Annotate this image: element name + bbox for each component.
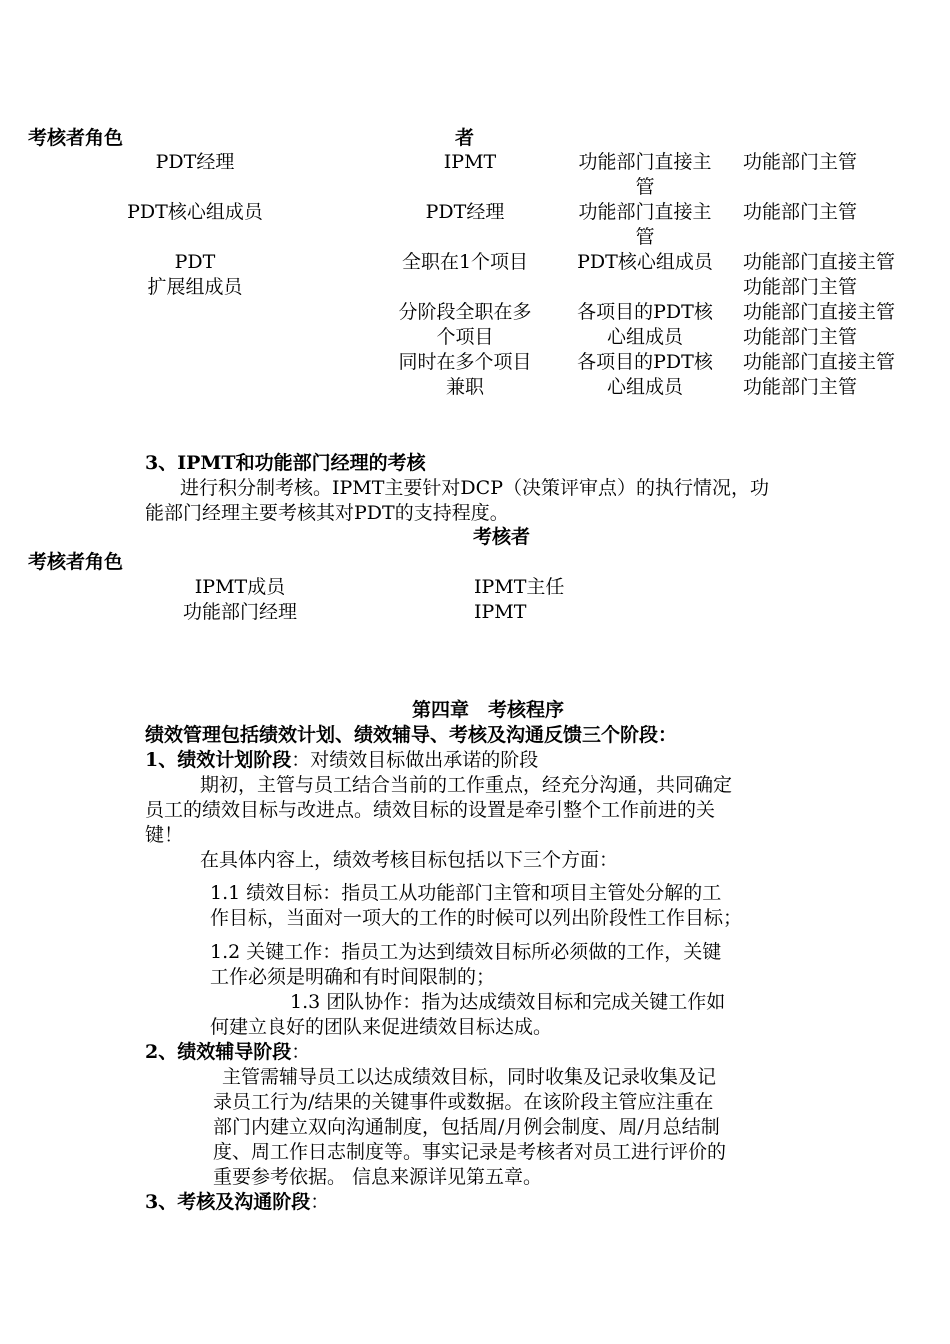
stage2-line (145, 1040, 310, 1065)
stage1-description: ：对绩效目标做出承诺的阶段 (291, 749, 539, 771)
table2-role-header: 考核者角色 (28, 551, 124, 573)
stage2-paragraph-line4: 度、周工作日志制度等。事实记录是考核者对员工进行评价的 (213, 1141, 727, 1163)
chapter4-title: 第四章 考核程序 (412, 699, 565, 721)
table2-assessor-header: 考核者 (473, 526, 531, 548)
table2-row2-role: 功能部门经理 (182, 601, 297, 623)
item-1-3-line2: 何建立良好的团队来促进绩效目标达成。 (210, 1016, 553, 1038)
item-1-2-line1: 1.2 关键工作：指员工为达到绩效目标所必须做的工作，关键 (210, 941, 722, 963)
table1-row1-assessor2: 功能部门直接主管 (578, 151, 712, 198)
section3-paragraph-line2: 能部门经理主要考核其对PDT的支持程度。 (145, 502, 509, 524)
table1-row5-assessor1: 同时在多个项目兼职 (398, 351, 532, 398)
stage2-colon: ： (291, 1041, 311, 1063)
table1-row5-assessor3: 功能部门直接主管功能部门主管 (743, 351, 896, 398)
section3-paragraph-line1: 进行积分制考核。IPMT主要针对DCP（决策评审点）的执行情况，功 (180, 477, 769, 499)
table1-role-header: 考核者角色 (28, 127, 124, 149)
table1-row2-role: PDT核心组成员 (127, 201, 263, 223)
table1-row2-assessor2: 功能部门直接主管 (578, 201, 712, 248)
stage2-label: 2、绩效辅导阶段 (145, 1041, 292, 1063)
table1-row1-assessor1: IPMT (443, 151, 497, 173)
table1-row3-role-line1: PDT (174, 251, 216, 273)
stage2-paragraph-line2: 录员工行为/结果的关键事件或数据。在该阶段主管应注重在 (213, 1091, 714, 1113)
item-1-2-line2: 工作必须是明确和有时间限制的； (210, 966, 496, 988)
item-1-1-line1: 1.1 绩效目标：指员工从功能部门主管和项目主管处分解的工 (210, 882, 722, 904)
table2-row1-assessor: IPMT主任 (474, 576, 565, 598)
stage3-label: 3、考核及沟通阶段 (145, 1191, 311, 1213)
item-1-3-line1: 1.3 团队协作：指为达成绩效目标和完成关键工作如 (290, 991, 726, 1013)
table1-row3-assessor1: 全职在1个项目 (401, 251, 529, 273)
table1-assessor-header: 者 (455, 127, 475, 149)
stage2-paragraph-line5: 重要参考依据。 信息来源详见第五章。 (213, 1166, 543, 1188)
table2-row1-role: IPMT成员 (194, 576, 286, 598)
table1-row3-role-line2: 扩展组成员 (147, 276, 243, 298)
table2-row2-assessor: IPMT (474, 601, 527, 623)
table1-row2-assessor1: PDT经理 (425, 201, 505, 223)
item-1-1-line2: 作目标，当面对一项大的工作的时候可以列出阶段性工作目标； (210, 907, 743, 929)
table1-row3-assessor3: 功能部门直接主管功能部门主管 (743, 251, 896, 298)
stage1-aspects-intro: 在具体内容上，绩效考核目标包括以下三个方面： (200, 849, 619, 871)
stage2-paragraph-line1: 主管需辅导员工以达成绩效目标，同时收集及记录收集及记 (222, 1066, 717, 1088)
stage1-paragraph-line3: 键！ (145, 824, 184, 846)
chapter4-intro: 绩效管理包括绩效计划、绩效辅导、考核及沟通反馈三个阶段： (145, 724, 678, 746)
table1-row2-assessor3: 功能部门主管 (743, 201, 858, 223)
stage1-paragraph-line2: 员工的绩效目标与改进点。绩效目标的设置是牵引整个工作前进的关 (145, 799, 716, 821)
table1-row3-assessor2: PDT核心组成员 (577, 251, 713, 273)
table1-row1-assessor3: 功能部门主管 (743, 151, 858, 173)
stage1-line (145, 748, 538, 773)
table1-row5-assessor2: 各项目的PDT核心组成员 (577, 351, 713, 398)
section3-heading: 3、IPMT和功能部门经理的考核 (145, 452, 426, 474)
table1-row1-role: PDT经理 (155, 151, 235, 173)
table1-row4-assessor3: 功能部门直接主管功能部门主管 (743, 301, 896, 348)
stage1-label: 1、绩效计划阶段 (145, 749, 292, 771)
table1-row4-assessor1: 分阶段全职在多个项目 (398, 301, 532, 348)
table1-row4-assessor2: 各项目的PDT核心组成员 (577, 301, 713, 348)
stage2-paragraph-line3: 部门内建立双向沟通制度，包括周/月例会制度、周/月总结制 (213, 1116, 720, 1138)
stage3-line (145, 1190, 329, 1215)
stage3-colon: ： (310, 1191, 330, 1213)
stage1-paragraph-line1: 期初，主管与员工结合当前的工作重点，经充分沟通，共同确定 (200, 774, 733, 796)
